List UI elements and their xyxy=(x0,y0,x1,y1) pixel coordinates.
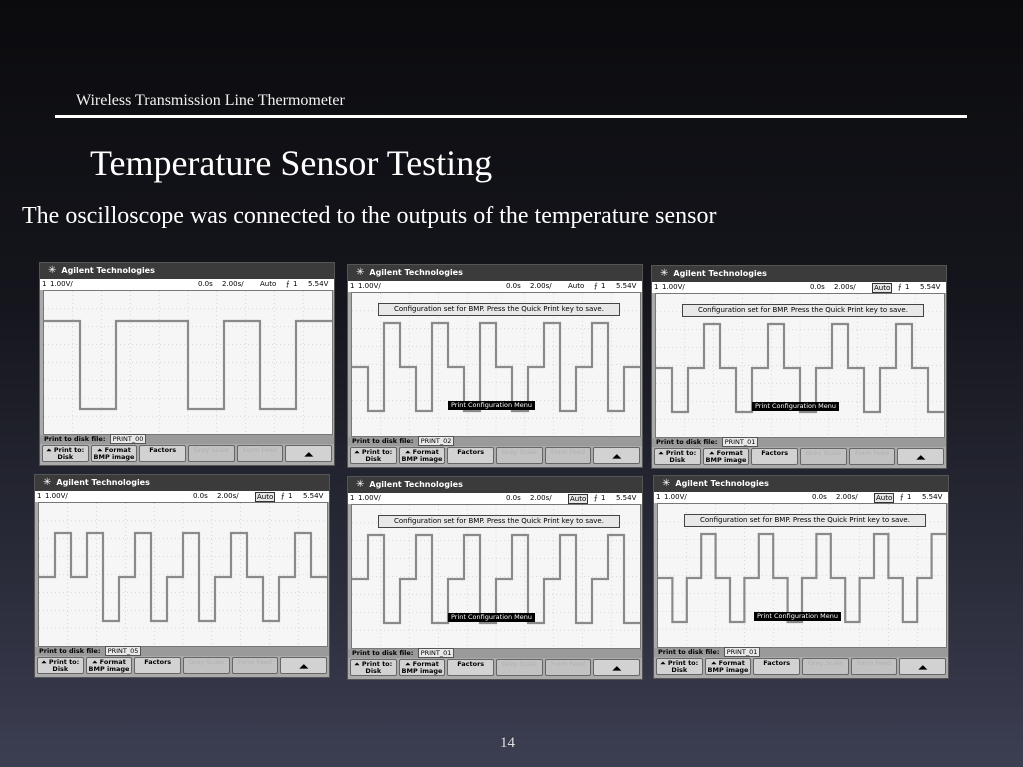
volts-per-div: 1.00V/ xyxy=(50,280,73,288)
scope-status-bar xyxy=(35,491,329,502)
agilent-spark-icon: ✳ xyxy=(48,265,57,276)
softkey-factors[interactable]: Factors xyxy=(753,658,800,675)
softkey-form-feed[interactable]: Form Feed xyxy=(237,445,284,462)
print-config-menu-label: Print Configuration Menu xyxy=(448,613,535,622)
scope-brand: Agilent Technologies xyxy=(673,269,767,278)
print-to-disk-line xyxy=(654,648,948,657)
print-filename: PRINT_01 xyxy=(724,647,761,657)
scope-titlebar xyxy=(35,475,329,491)
print-config-menu-label: Print Configuration Menu xyxy=(752,402,839,411)
trigger-icon: ⨍ xyxy=(898,283,902,291)
scope-titlebar xyxy=(348,265,642,281)
time-per-div: 2.00s/ xyxy=(836,493,858,501)
softkey-up-arrow[interactable]: ⏶ xyxy=(593,447,640,464)
time-per-div: 2.00s/ xyxy=(834,283,856,291)
trigger-icon: ⨍ xyxy=(900,493,904,501)
trigger-mode: Auto xyxy=(874,284,891,292)
oscilloscope-screen-4 xyxy=(34,474,330,678)
scope-titlebar xyxy=(652,266,946,282)
softkey-factors[interactable]: Factors xyxy=(447,659,494,676)
oscilloscope-screen-5 xyxy=(347,476,643,680)
scope-softkeys xyxy=(350,659,640,677)
softkey-grey-scale[interactable]: Grey Scale xyxy=(496,447,543,464)
softkey-print-to-disk[interactable]: ⏶ Print to: Disk xyxy=(350,447,397,464)
time-offset: 0.0s xyxy=(812,493,827,501)
volts-per-div: 1.00V/ xyxy=(358,282,381,290)
scope-status-bar xyxy=(348,493,642,504)
volts-per-div: 1.00V/ xyxy=(358,494,381,502)
softkey-print-to-disk[interactable]: ⏶ Print to: Disk xyxy=(37,657,84,674)
softkey-form-feed[interactable]: Form Feed xyxy=(851,658,898,675)
trigger-mode: Auto xyxy=(257,493,274,501)
scope-brand: Agilent Technologies xyxy=(61,266,155,275)
softkey-factors[interactable]: Factors xyxy=(134,657,181,674)
scope-brand: Agilent Technologies xyxy=(56,478,150,487)
print-filename: PRINT_02 xyxy=(418,436,455,446)
slide-header-rule xyxy=(55,115,967,118)
time-offset: 0.0s xyxy=(810,283,825,291)
print-config-menu-label: Print Configuration Menu xyxy=(754,612,841,621)
trigger-mode: Auto xyxy=(260,280,277,288)
agilent-spark-icon: ✳ xyxy=(660,268,669,279)
print-label: Print to disk file: xyxy=(658,648,720,656)
trigger-level: 5.54V xyxy=(308,280,329,288)
config-message: Configuration set for BMP. Press the Quick Print key to save. xyxy=(684,514,926,527)
trigger-level: 5.54V xyxy=(616,282,637,290)
print-to-disk-line xyxy=(348,437,642,446)
scope-titlebar xyxy=(348,477,642,493)
waveform-trace xyxy=(352,535,640,623)
print-filename: PRINT_05 xyxy=(105,646,142,656)
scope-brand: Agilent Technologies xyxy=(369,480,463,489)
softkey-format[interactable]: ⏶ Format BMP image xyxy=(399,659,446,676)
scope-softkeys xyxy=(656,658,946,676)
trigger-channel: 1 xyxy=(293,280,298,288)
channel-number: 1 xyxy=(42,280,47,288)
scope-graticule xyxy=(38,502,328,647)
trigger-channel: 1 xyxy=(288,492,293,500)
softkey-up-arrow[interactable]: ⏶ xyxy=(285,445,332,462)
trigger-channel: 1 xyxy=(601,282,606,290)
slide-title: Temperature Sensor Testing xyxy=(90,143,493,183)
trigger-mode: Auto xyxy=(568,282,585,290)
scope-softkeys xyxy=(37,657,327,675)
softkey-grey-scale[interactable]: Grey Scale xyxy=(496,659,543,676)
softkey-up-arrow[interactable]: ⏶ xyxy=(897,448,944,465)
waveform-trace xyxy=(656,324,944,412)
print-to-disk-line xyxy=(348,649,642,658)
softkey-format[interactable]: ⏶ Format BMP image xyxy=(703,448,750,465)
slide-header-text: Wireless Transmission Line Thermometer xyxy=(76,92,345,109)
scope-status-bar xyxy=(654,492,948,503)
oscilloscope-screen-6 xyxy=(653,475,949,679)
print-label: Print to disk file: xyxy=(39,647,101,655)
trigger-channel: 1 xyxy=(905,283,910,291)
time-offset: 0.0s xyxy=(198,280,213,288)
softkey-up-arrow[interactable]: ⏶ xyxy=(280,657,327,674)
channel-number: 1 xyxy=(37,492,42,500)
scope-status-bar xyxy=(348,281,642,292)
config-message: Configuration set for BMP. Press the Quick Print key to save. xyxy=(378,303,620,316)
page-number: 14 xyxy=(500,735,515,751)
print-config-menu-label: Print Configuration Menu xyxy=(448,401,535,410)
volts-per-div: 1.00V/ xyxy=(662,283,685,291)
volts-per-div: 1.00V/ xyxy=(45,492,68,500)
print-filename: PRINT_01 xyxy=(722,437,759,447)
config-message: Configuration set for BMP. Press the Quick Print key to save. xyxy=(682,304,924,317)
scope-softkeys xyxy=(350,447,640,465)
oscilloscope-screen-2 xyxy=(347,264,643,468)
softkey-form-feed[interactable]: Form Feed xyxy=(849,448,896,465)
trigger-icon: ⨍ xyxy=(594,282,598,290)
softkey-up-arrow[interactable]: ⏶ xyxy=(899,658,946,675)
time-offset: 0.0s xyxy=(193,492,208,500)
time-per-div: 2.00s/ xyxy=(217,492,239,500)
slide-body-text: The oscilloscope was connected to the outputs of the temperature sensor xyxy=(22,203,717,229)
print-to-disk-line xyxy=(652,438,946,447)
trigger-icon: ⨍ xyxy=(286,280,290,288)
scope-softkeys xyxy=(654,448,944,466)
trigger-channel: 1 xyxy=(601,494,606,502)
channel-number: 1 xyxy=(350,494,355,502)
time-per-div: 2.00s/ xyxy=(222,280,244,288)
scope-waveform-svg xyxy=(39,503,327,646)
time-per-div: 2.00s/ xyxy=(530,494,552,502)
config-message: Configuration set for BMP. Press the Quick Print key to save. xyxy=(378,515,620,528)
time-offset: 0.0s xyxy=(506,282,521,290)
print-label: Print to disk file: xyxy=(352,649,414,657)
trigger-icon: ⨍ xyxy=(281,492,285,500)
softkey-format[interactable]: ⏶ Format BMP image xyxy=(91,445,138,462)
scope-softkeys xyxy=(42,445,332,463)
scope-status-bar xyxy=(652,282,946,293)
softkey-grey-scale[interactable]: Grey Scale xyxy=(802,658,849,675)
print-filename: PRINT_00 xyxy=(110,434,147,444)
scope-titlebar xyxy=(654,476,948,492)
trigger-mode: Auto xyxy=(570,495,587,503)
softkey-grey-scale[interactable]: Grey Scale xyxy=(800,448,847,465)
softkey-print-to-disk[interactable]: ⏶ Print to: Disk xyxy=(42,445,89,462)
trigger-level: 5.54V xyxy=(303,492,324,500)
softkey-factors[interactable]: Factors xyxy=(751,448,798,465)
scope-graticule xyxy=(43,290,333,435)
softkey-grey-scale[interactable]: Grey Scale xyxy=(188,445,235,462)
trigger-level: 5.54V xyxy=(922,493,943,501)
softkey-format[interactable]: ⏶ Format BMP image xyxy=(399,447,446,464)
print-label: Print to disk file: xyxy=(44,435,106,443)
softkey-factors[interactable]: Factors xyxy=(139,445,186,462)
scope-status-bar xyxy=(40,279,334,290)
agilent-spark-icon: ✳ xyxy=(662,478,671,489)
print-to-disk-line xyxy=(35,647,329,656)
softkey-form-feed[interactable]: Form Feed xyxy=(545,447,592,464)
trigger-icon: ⨍ xyxy=(594,494,598,502)
scope-waveform-svg xyxy=(44,291,332,434)
scope-brand: Agilent Technologies xyxy=(369,268,463,277)
softkey-print-to-disk[interactable]: ⏶ Print to: Disk xyxy=(654,448,701,465)
channel-number: 1 xyxy=(654,283,659,291)
softkey-form-feed[interactable]: Form Feed xyxy=(232,657,279,674)
time-offset: 0.0s xyxy=(506,494,521,502)
softkey-form-feed[interactable]: Form Feed xyxy=(545,659,592,676)
softkey-factors[interactable]: Factors xyxy=(447,447,494,464)
softkey-format[interactable]: ⏶ Format BMP image xyxy=(705,658,752,675)
channel-number: 1 xyxy=(656,493,661,501)
channel-number: 1 xyxy=(350,282,355,290)
trigger-level: 5.54V xyxy=(920,283,941,291)
waveform-trace xyxy=(44,321,332,409)
oscilloscope-screen-1 xyxy=(39,262,335,466)
scope-brand: Agilent Technologies xyxy=(675,479,769,488)
agilent-spark-icon: ✳ xyxy=(356,267,365,278)
print-label: Print to disk file: xyxy=(656,438,718,446)
print-to-disk-line xyxy=(40,435,334,444)
print-label: Print to disk file: xyxy=(352,437,414,445)
waveform-trace xyxy=(658,534,946,622)
time-per-div: 2.00s/ xyxy=(530,282,552,290)
volts-per-div: 1.00V/ xyxy=(664,493,687,501)
softkey-print-to-disk[interactable]: ⏶ Print to: Disk xyxy=(656,658,703,675)
softkey-format[interactable]: ⏶ Format BMP image xyxy=(86,657,133,674)
scope-titlebar xyxy=(40,263,334,279)
agilent-spark-icon: ✳ xyxy=(356,479,365,490)
trigger-channel: 1 xyxy=(907,493,912,501)
oscilloscope-screen-3 xyxy=(651,265,947,469)
softkey-grey-scale[interactable]: Grey Scale xyxy=(183,657,230,674)
trigger-mode: Auto xyxy=(876,494,893,502)
softkey-print-to-disk[interactable]: ⏶ Print to: Disk xyxy=(350,659,397,676)
softkey-up-arrow[interactable]: ⏶ xyxy=(593,659,640,676)
trigger-level: 5.54V xyxy=(616,494,637,502)
agilent-spark-icon: ✳ xyxy=(43,477,52,488)
print-filename: PRINT_01 xyxy=(418,648,455,658)
